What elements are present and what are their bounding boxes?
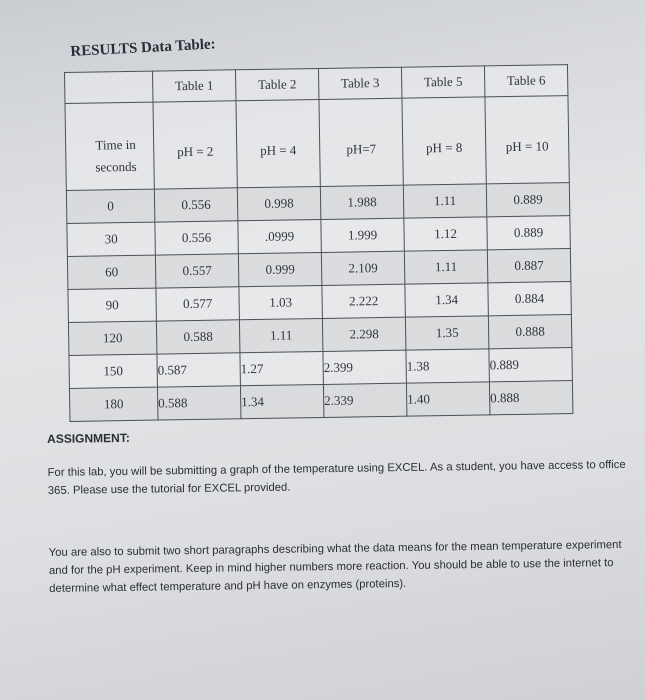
value-cell: 0.888 <box>489 381 573 415</box>
value-cell: 1.988 <box>320 185 404 219</box>
time-cell: 150 <box>69 354 158 388</box>
table-ph-row <box>65 96 569 191</box>
time-cell: 90 <box>68 288 157 322</box>
ph-7-label: pH=7 <box>346 141 377 157</box>
value-cell: 2.109 <box>321 251 405 285</box>
header-table-1: Table 1 <box>152 70 235 102</box>
time-label-line1: Time in <box>95 136 136 153</box>
assignment-heading: ASSIGNMENT: <box>47 430 130 446</box>
value-cell: 1.38 <box>406 349 490 383</box>
header-table-3: Table 3 <box>318 67 401 99</box>
time-cell: 60 <box>67 255 156 289</box>
time-column-header <box>65 102 154 190</box>
value-cell: 1.12 <box>404 217 488 251</box>
value-cell: 1.40 <box>406 382 490 416</box>
results-title: RESULTS Data Table: <box>70 36 216 60</box>
value-cell: 1.34 <box>405 283 489 317</box>
value-cell: 0.587 <box>157 353 241 387</box>
ph-header-cell <box>236 99 320 187</box>
value-cell: 1.03 <box>239 285 323 319</box>
value-cell: 1.27 <box>240 351 324 385</box>
value-cell: 0.888 <box>488 315 572 349</box>
assignment-section <box>47 422 640 642</box>
value-cell: 1.11 <box>403 184 487 218</box>
time-cell: 180 <box>69 387 158 421</box>
ph-10-label: pH = 10 <box>505 138 549 155</box>
value-cell: 0.588 <box>156 320 240 354</box>
value-cell: 2.339 <box>323 383 407 417</box>
value-cell: 0.577 <box>156 287 240 321</box>
ph-2-label: pH = 2 <box>177 143 214 160</box>
ph-header-cell <box>402 97 486 185</box>
value-cell: 0.557 <box>155 254 239 288</box>
ph-header-cell <box>319 98 403 186</box>
header-table-2: Table 2 <box>235 69 318 101</box>
time-cell: 120 <box>68 321 157 355</box>
value-cell: 0.887 <box>487 249 571 283</box>
time-cell: 30 <box>67 222 156 256</box>
ph-header-cell <box>153 101 237 189</box>
value-cell: 0.999 <box>238 252 322 286</box>
value-cell: 1.34 <box>240 384 324 418</box>
assignment-paragraph-excel: For this lab, you will be submitting a graph of the temperature using EXCEL. As a student, you have access to office 365. Please use the tutorial for EXCEL provided. <box>47 458 626 497</box>
time-cell: 0 <box>66 189 155 223</box>
table-row <box>69 381 572 422</box>
value-cell: 1.11 <box>239 318 323 352</box>
ph-4-label: pH = 4 <box>260 142 297 158</box>
value-cell: 0.884 <box>488 282 572 316</box>
value-cell: 1.999 <box>321 218 405 252</box>
header-empty-cell <box>65 71 153 103</box>
results-data-table <box>64 64 573 422</box>
time-label-line2: seconds <box>95 158 137 175</box>
value-cell: 0.889 <box>486 183 570 217</box>
value-cell: 1.11 <box>404 250 488 284</box>
results-table-container <box>64 64 573 422</box>
value-cell: 0.588 <box>157 386 241 420</box>
ph-8-label: pH = 8 <box>425 139 463 156</box>
value-cell: 2.298 <box>322 317 406 351</box>
value-cell: 2.222 <box>322 284 406 318</box>
value-cell: 0.998 <box>237 186 321 220</box>
value-cell: 0.556 <box>154 188 238 222</box>
value-cell: 0.889 <box>489 348 573 382</box>
assignment-paragraph-summary: You are also to submit two short paragraphs describing what the data means for the mean temperature experiment and for the pH experiment. Keep in mind higher numbers more reaction. You should be able to use the internet to determine what effect temperature and pH have on enzymes (proteins). <box>48 538 622 595</box>
value-cell: 2.399 <box>323 350 407 384</box>
value-cell: 0.556 <box>155 221 239 255</box>
value-cell: 1.35 <box>405 316 489 350</box>
value-cell: .0999 <box>238 219 322 253</box>
header-table-5: Table 5 <box>401 66 484 98</box>
header-table-6: Table 6 <box>484 65 567 97</box>
value-cell: 0.889 <box>487 216 571 250</box>
ph-header-cell <box>485 96 569 184</box>
